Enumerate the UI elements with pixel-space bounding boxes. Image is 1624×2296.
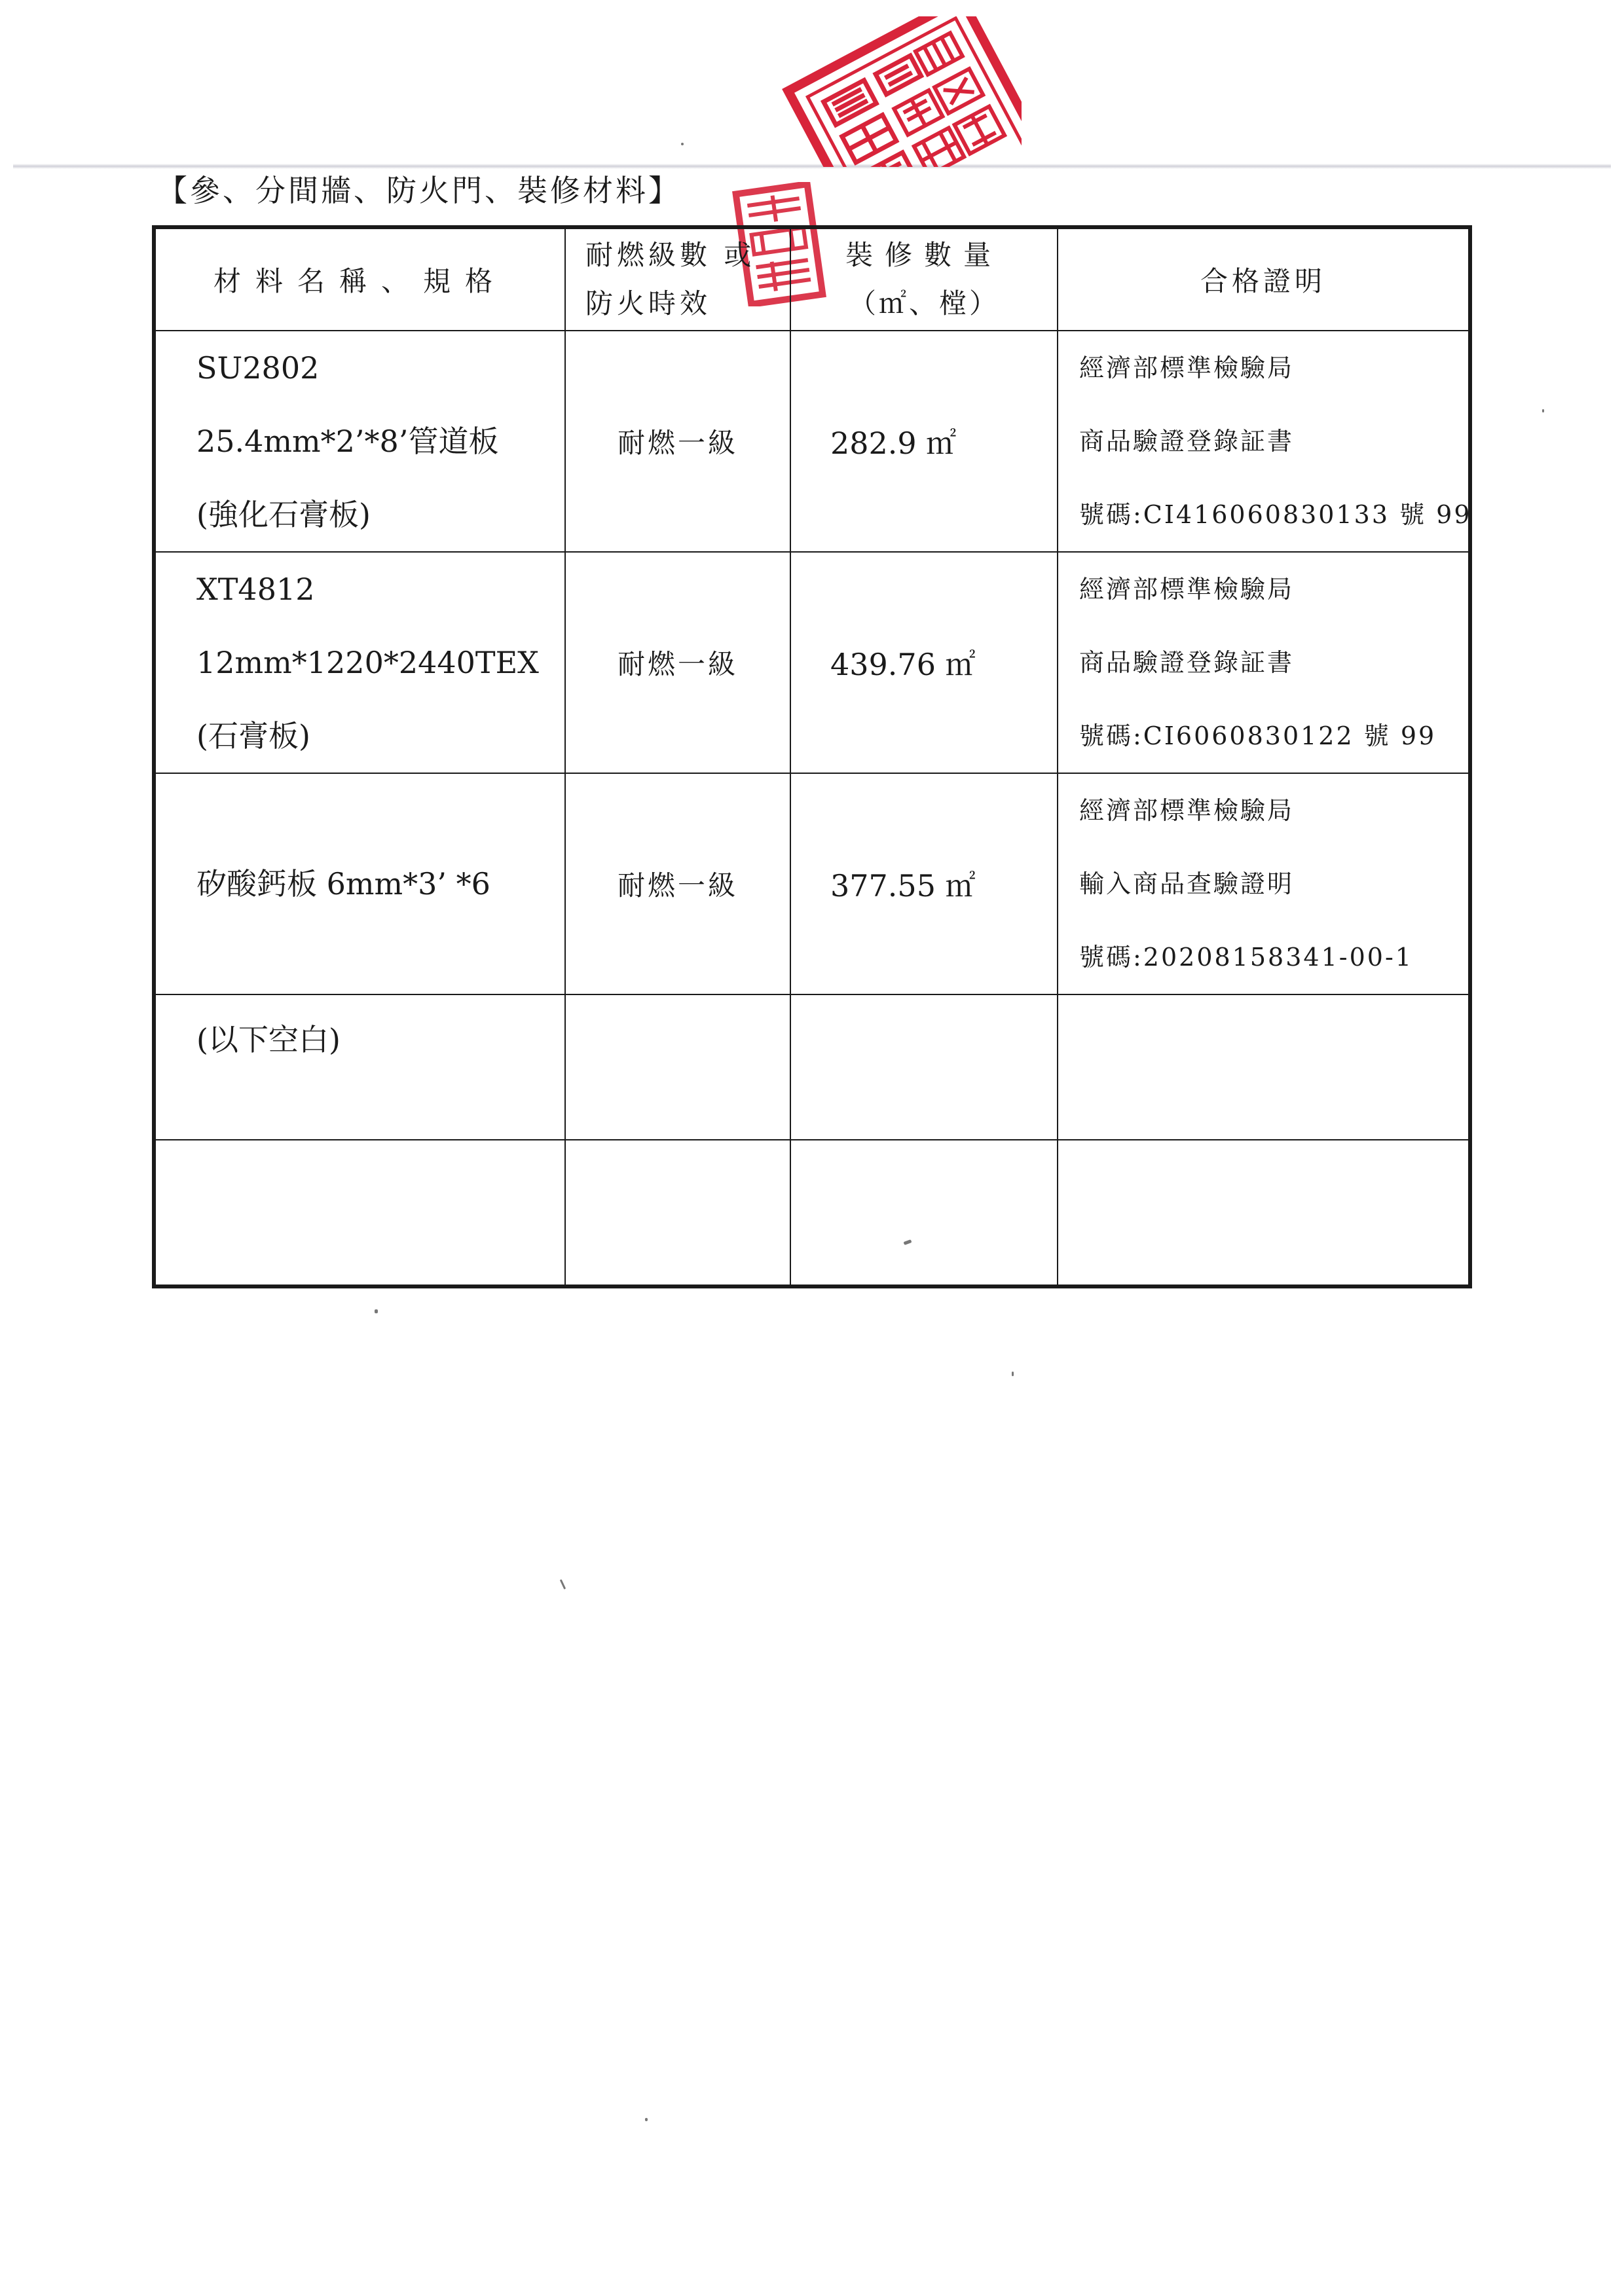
empty-cell — [565, 994, 790, 1140]
certificate-line: 經濟部標準檢驗局 — [1079, 354, 1295, 382]
table-row — [154, 331, 1470, 552]
section-title: 【參、分間牆、防火門、裝修材料】 — [157, 173, 681, 208]
header-fire-rating-line2: 防火時效 — [585, 287, 712, 319]
header-material: 材料名稱、規格 — [154, 227, 565, 331]
table-row — [154, 773, 1470, 994]
scan-speck — [645, 2118, 648, 2121]
table-row — [154, 552, 1470, 773]
certificate-line: 經濟部標準檢驗局 — [1079, 796, 1295, 825]
scan-speck — [681, 143, 684, 145]
table-row-blank-note — [154, 994, 1470, 1140]
certificate-line: 號碼:CI6060830122 號 99 — [1079, 721, 1437, 750]
header-quantity-line2: （㎡、樘） — [848, 287, 999, 319]
header-quantity-line1: 裝修數量 — [845, 239, 1003, 271]
header-fire-rating-line1: 耐燃級數 或 — [585, 239, 756, 271]
certificate-cell — [1058, 552, 1470, 773]
materials-table — [152, 225, 1472, 1288]
empty-cell — [790, 1140, 1058, 1286]
material-name-cell — [154, 773, 565, 994]
material-name-line: 12mm*1220*2440TEX — [196, 645, 539, 680]
empty-cell — [565, 1140, 790, 1286]
scan-speck — [1012, 1372, 1014, 1376]
scan-speck — [375, 1309, 378, 1313]
table-row-empty — [154, 1140, 1470, 1286]
empty-cell — [1058, 1140, 1470, 1286]
material-name-cell — [154, 552, 565, 773]
empty-cell — [1058, 994, 1470, 1140]
certificate-line: 經濟部標準檢驗局 — [1079, 575, 1295, 604]
certificate-cell — [1058, 773, 1470, 994]
official-seal-stamp — [766, 16, 1022, 167]
certificate-line: 號碼:CI416060830133 號 99 — [1079, 500, 1472, 529]
fire-rating-cell: 耐燃一級 — [565, 552, 790, 773]
material-name-cell — [154, 331, 565, 552]
material-name-line: (石膏板) — [196, 718, 310, 754]
header-quantity — [790, 227, 1058, 331]
header-certificate: 合格證明 — [1058, 227, 1470, 331]
scan-speck — [1542, 409, 1544, 412]
material-name-line: XT4812 — [196, 572, 315, 607]
certificate-line: 商品驗證登錄証書 — [1079, 648, 1295, 677]
material-name-line: (強化石膏板) — [196, 497, 371, 532]
fire-rating-cell: 耐燃一級 — [565, 331, 790, 552]
empty-cell — [790, 994, 1058, 1140]
blank-note-cell: (以下空白) — [154, 994, 565, 1140]
empty-cell — [154, 1140, 565, 1286]
material-name-line: 25.4mm*2’*8’管道板 — [196, 424, 499, 459]
certificate-line: 號碼:20208158341-00-1 — [1079, 943, 1413, 972]
certificate-line: 商品驗證登錄証書 — [1079, 427, 1295, 456]
material-name-line: 矽酸鈣板 6mm*3’ *6 — [196, 866, 490, 902]
material-name-line: SU2802 — [196, 350, 320, 386]
header-fire-rating — [565, 227, 790, 331]
scan-speck — [560, 1579, 566, 1590]
quantity-cell: 439.76 ㎡ — [790, 552, 1058, 773]
table-header-row — [154, 227, 1470, 331]
quantity-cell: 282.9 ㎡ — [790, 331, 1058, 552]
quantity-cell: 377.55 ㎡ — [790, 773, 1058, 994]
certificate-line: 輸入商品查驗證明 — [1079, 869, 1295, 898]
fire-rating-cell: 耐燃一級 — [565, 773, 790, 994]
certificate-cell — [1058, 331, 1470, 552]
